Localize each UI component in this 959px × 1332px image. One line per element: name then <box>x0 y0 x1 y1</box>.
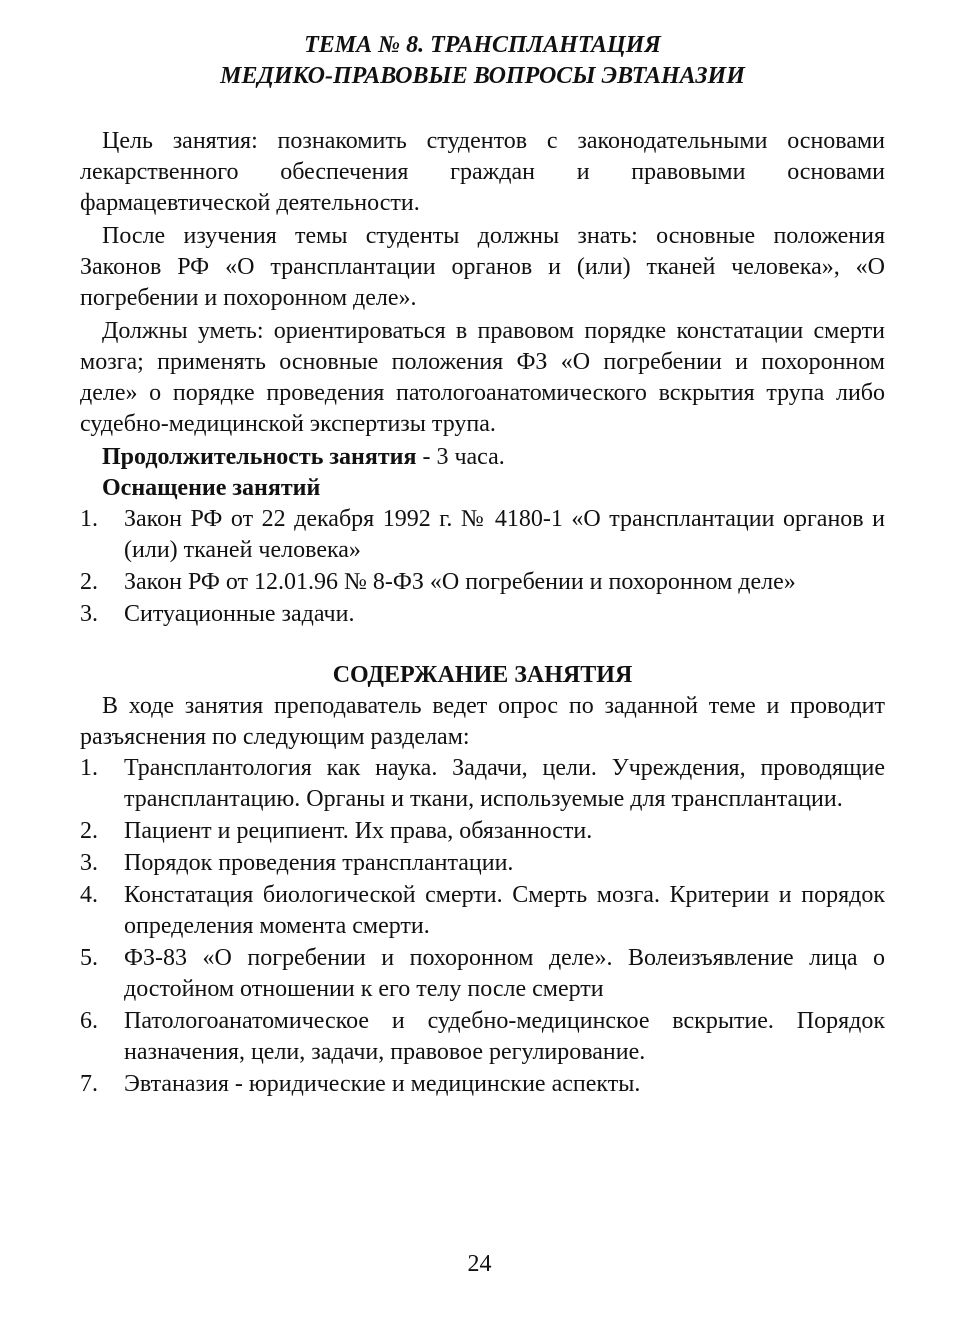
list-item-number: 5. <box>80 945 98 971</box>
duration-value: - 3 часа. <box>416 444 505 470</box>
duration-label: Продолжительность занятия <box>102 444 417 470</box>
list-item-text: Патологоанатомическое и судебно-медицинское вскрытие. Порядок назначения, цели, задачи, правовое регулирование. <box>124 1008 885 1065</box>
list-item-text: Закон РФ от 12.01.96 № 8-ФЗ «О погребении и похоронном деле» <box>124 569 796 595</box>
list-item-text: Эвтаназия - юридические и медицинские аспекты. <box>124 1071 641 1097</box>
goal-paragraph: Цель занятия: познакомить студентов с законодательными основами лекарственного обеспечения граждан и правовыми основами фармацевтической деятельности. <box>80 128 885 216</box>
content-heading: СОДЕРЖАНИЕ ЗАНЯТИЯ <box>332 662 633 688</box>
list-item-text: Трансплантология как наука. Задачи, цели. Учреждения, проводящие трансплантацию. Органы и ткани, используемые для трансплантации. <box>124 755 885 812</box>
equipment-list <box>80 504 885 630</box>
list-item-number: 2. <box>80 818 98 844</box>
skills-paragraph: Должны уметь: ориентироваться в правовом порядке констатации смерти мозга; применять основные положения ФЗ «О погребении и похоронном деле» о порядке проведения патологоанатомического вскрытия трупа либо судебно-медицинской экспертизы трупа. <box>80 318 885 437</box>
list-item-text: ФЗ-83 «О погребении и похоронном деле». Волеизъявление лица о достойном отношении к его телу после смерти <box>124 945 885 1002</box>
list-item <box>80 504 885 566</box>
list-item <box>80 753 885 815</box>
list-item <box>80 943 885 1005</box>
list-item-number: 3. <box>80 850 98 876</box>
list-item <box>80 567 885 598</box>
list-item-number: 2. <box>80 569 98 595</box>
title-line-1: ТЕМА № 8. ТРАНСПЛАНТАЦИЯ <box>304 32 661 58</box>
content-intro-paragraph: В ходе занятия преподаватель ведет опрос по заданной теме и проводит разъяснения по следующим разделам: <box>80 693 885 750</box>
list-item <box>80 1006 885 1068</box>
equipment-label: Оснащение занятий <box>102 475 321 501</box>
list-item-number: 1. <box>80 506 98 532</box>
equipment-heading <box>80 473 885 504</box>
page-number: 24 <box>467 1251 492 1277</box>
list-item <box>80 848 885 879</box>
list-item <box>80 880 885 942</box>
list-item <box>80 599 885 630</box>
list-item-number: 1. <box>80 755 98 781</box>
content-list <box>80 753 885 1100</box>
know-paragraph: После изучения темы студенты должны знать: основные положения Законов РФ «О трансплантации органов и (или) тканей человека», «О погребении и похоронном деле». <box>80 223 885 311</box>
list-item-number: 4. <box>80 882 98 908</box>
list-item-text: Закон РФ от 22 декабря 1992 г. № 4180-1 «О трансплантации органов и (или) тканей человека» <box>124 506 885 563</box>
list-item-text: Констатация биологической смерти. Смерть мозга. Критерии и порядок определения момента смерти. <box>124 882 885 939</box>
list-item-number: 6. <box>80 1008 98 1034</box>
list-item-text: Пациент и реципиент. Их права, обязанности. <box>124 818 593 844</box>
list-item-number: 7. <box>80 1071 98 1097</box>
list-item <box>80 1069 885 1100</box>
title-line-2: МЕДИКО-ПРАВОВЫЕ ВОПРОСЫ ЭВТАНАЗИИ <box>220 63 745 89</box>
document-page <box>80 30 885 1101</box>
duration-line <box>80 442 885 473</box>
list-item-text: Порядок проведения трансплантации. <box>124 850 514 876</box>
list-item-text: Ситуационные задачи. <box>124 601 355 627</box>
list-item-number: 3. <box>80 601 98 627</box>
list-item <box>80 816 885 847</box>
